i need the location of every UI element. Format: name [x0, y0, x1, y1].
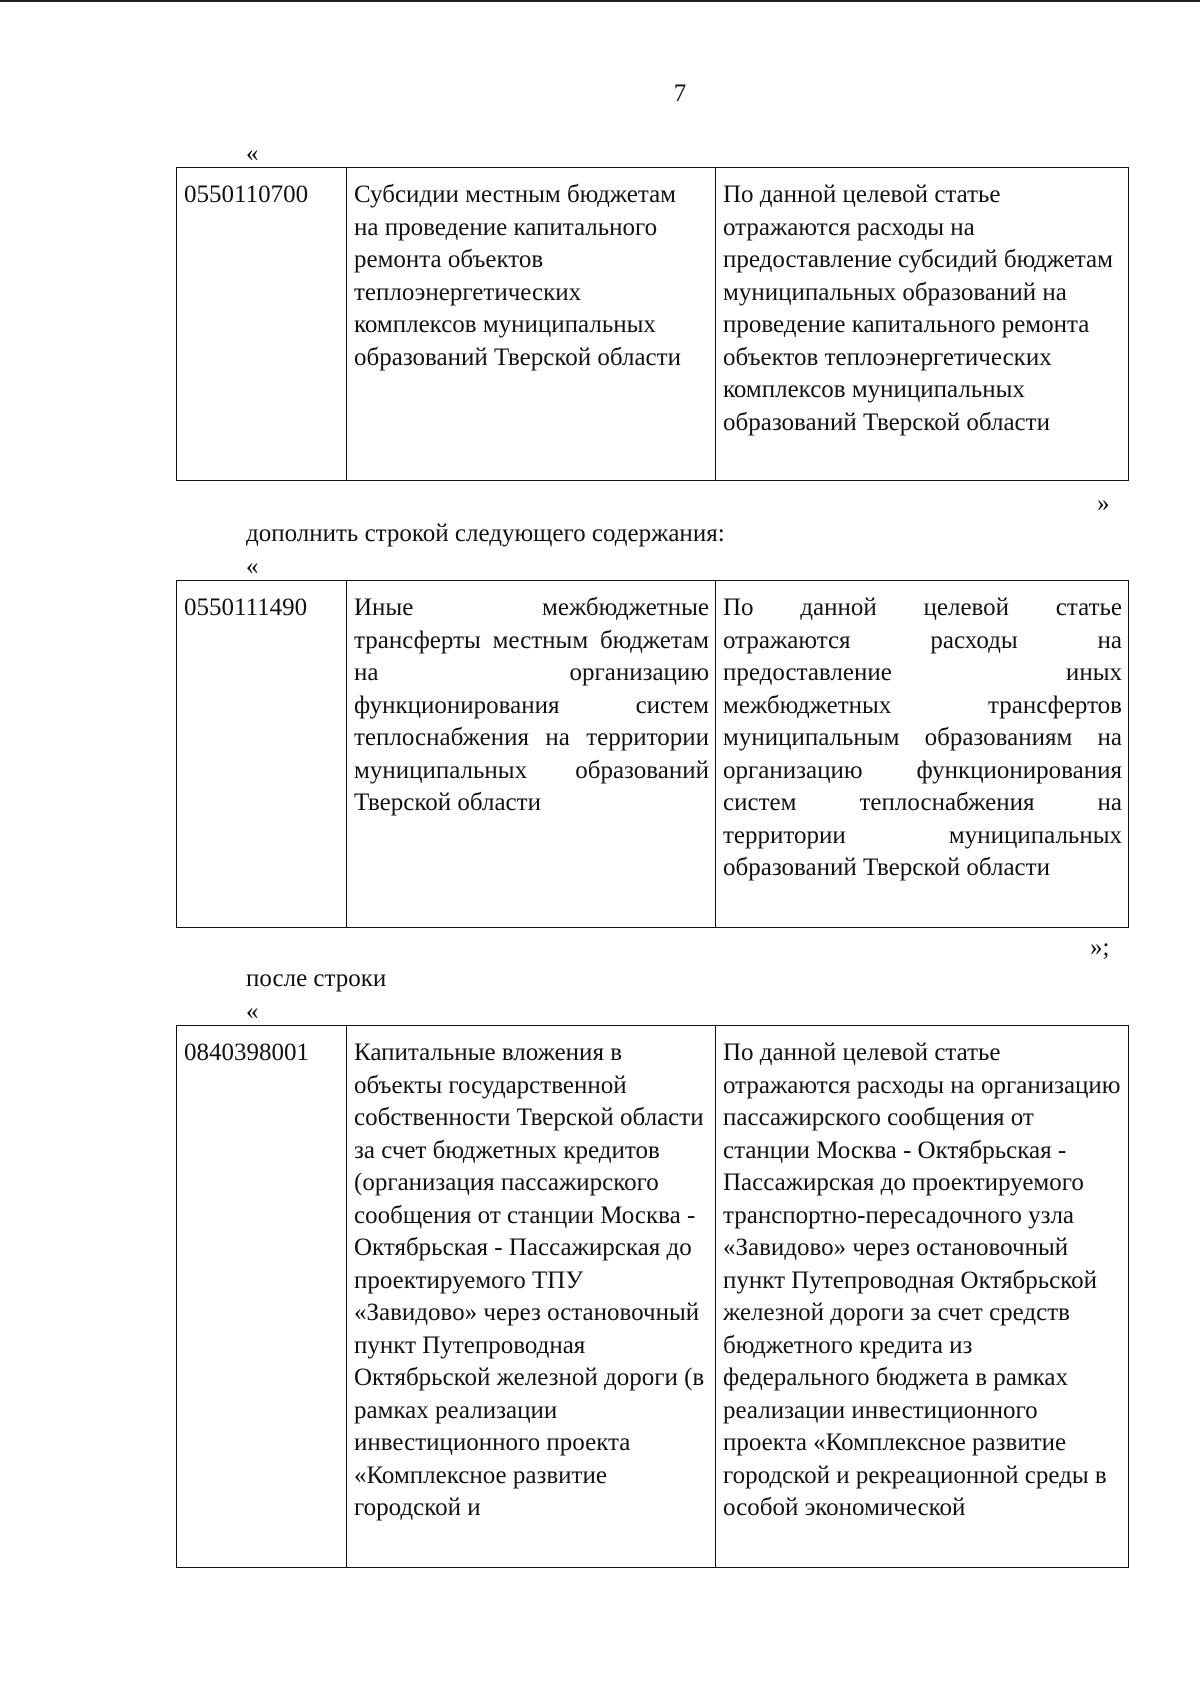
row-name: Капитальные вложения в объекты государственной собственности Тверской области за счет бюджетных кредитов (организация пассажирского сообщения от станции Москва - Октябрьская - Пассажирская до проектируемого ТПУ «Завидово» через остановочный пункт Путепроводная Октябрьской железной дороги (в рамках реализации инвестиционного проекта «Комплексное развитие городской и [347, 1026, 716, 1568]
open-quote-3: « [246, 998, 259, 1025]
row-code: 0550110700 [177, 168, 347, 481]
table-row-2 [176, 580, 1129, 928]
row-code: 0840398001 [177, 1026, 347, 1568]
open-quote-2: « [246, 553, 259, 580]
row-code: 0550111490 [177, 581, 347, 928]
table-row-1 [176, 167, 1129, 481]
row-description: По данной целевой статье отражаются расходы на предоставление иных межбюджетных трансфертов муниципальным образованиям на организацию функционирования систем теплоснабжения на территории муниципальных образований Тверской области [716, 581, 1129, 928]
open-quote-1: « [246, 140, 259, 167]
row-name: Иные межбюджетные трансферты местным бюджетам на организацию функционирования систем теплоснабжения на территории муниципальных образований Тверской области [347, 581, 716, 928]
page-top-edge [0, 0, 1200, 2]
page-number: 7 [673, 80, 687, 107]
close-quote-1: » [1097, 490, 1110, 517]
row-description: По данной целевой статье отражаются расходы на предоставление субсидий бюджетам муниципальных образований на проведение капитального ремонта объектов теплоэнергетических комплексов муниципальных образований Тверской области [716, 168, 1129, 481]
table-row-3 [176, 1025, 1129, 1568]
close-quote-2: »; [1090, 934, 1110, 961]
row-description: По данной целевой статье отражаются расходы на организацию пассажирского сообщения от станции Москва - Октябрьская - Пассажирская до проектируемого транспортно-пересадочного узла «Завидово» через остановочный пункт Путепроводная Октябрьской железной дороги за счет средств бюджетного кредита из федерального бюджета в рамках реализации инвестиционного проекта «Комплексное развитие городской и рекреационной среды в особой экономической [716, 1026, 1129, 1568]
after-row-intro: после строки [246, 965, 387, 992]
row-name: Субсидии местным бюджетам на проведение капитального ремонта объектов теплоэнергетических комплексов муниципальных образований Тверской области [347, 168, 716, 481]
amendment-intro: дополнить строкой следующего содержания: [246, 520, 725, 547]
